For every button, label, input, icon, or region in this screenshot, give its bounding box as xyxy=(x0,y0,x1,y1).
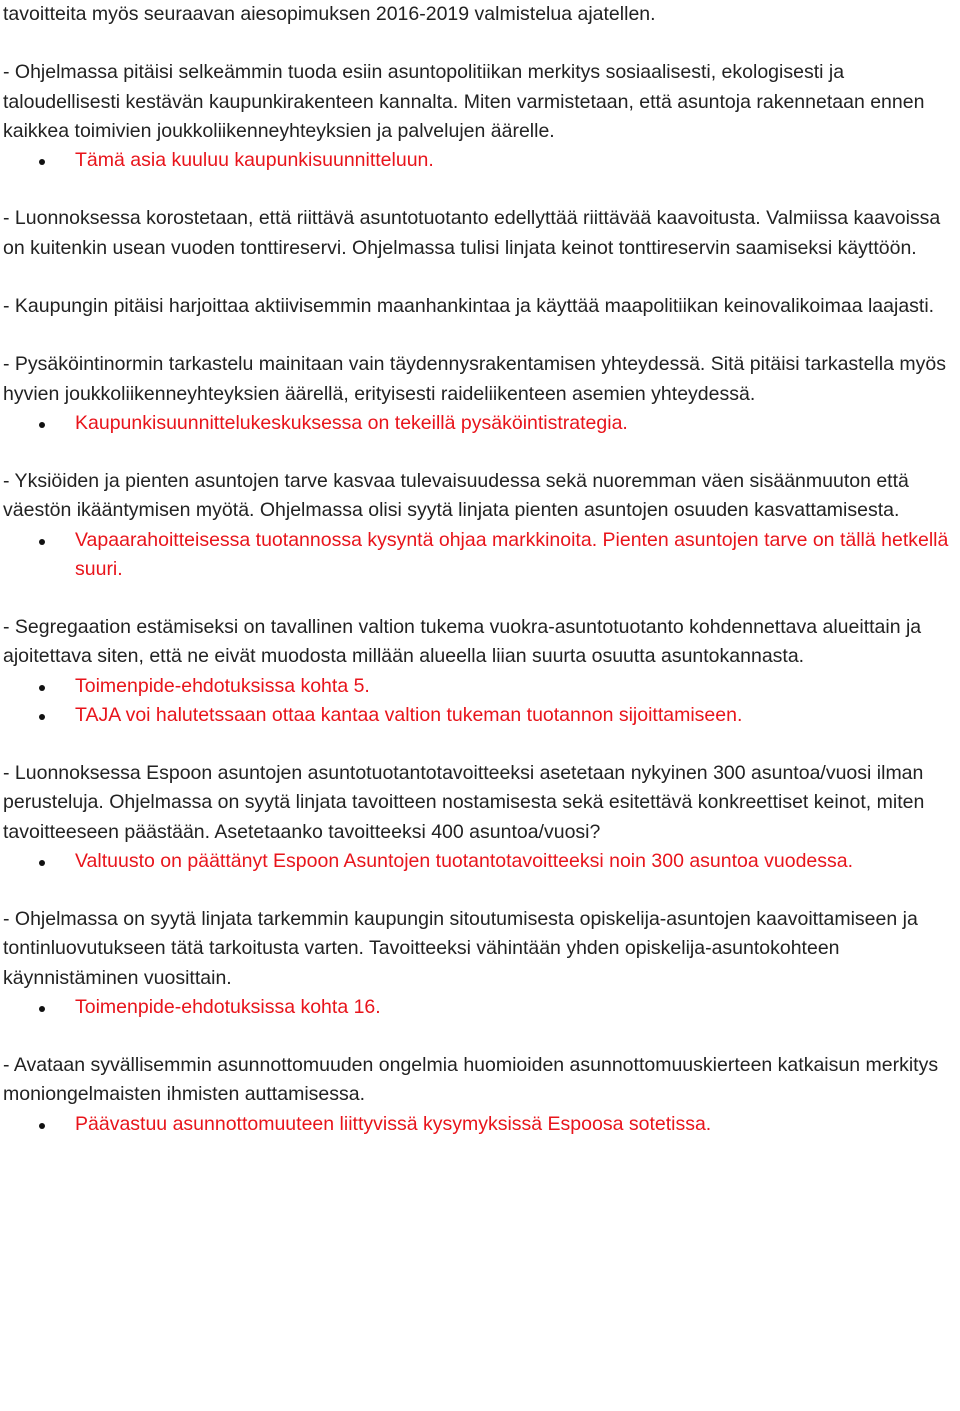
section-asunnottomuus xyxy=(3,1051,960,1139)
response-list xyxy=(3,847,960,876)
section-kaavoitus xyxy=(3,204,960,262)
spacer xyxy=(3,175,960,204)
section-tuotantotavoite xyxy=(3,759,960,876)
section-asuntopolitiikka xyxy=(3,58,960,175)
response-item: Toimenpide-ehdotuksissa kohta 5. xyxy=(3,672,960,701)
section-pienet-asunnot xyxy=(3,467,960,584)
response-item: Tämä asia kuuluu kaupunkisuunnitteluun. xyxy=(3,146,960,175)
paragraph: - Ohjelmassa on syytä linjata tarkemmin kaupungin sitoutumisesta opiskelija-asuntojen kaavoittamiseen ja tontinluovutukseen tätä tarkoitusta varten. Tavoitteeksi vähintään yhden opiskelija-asuntokohteen käynnistäminen vuosittain. xyxy=(3,908,918,989)
spacer xyxy=(3,29,960,58)
paragraph: - Avataan syvällisemmin asunnottomuuden ongelmia huomioiden asunnottomuuskierteen katkaisun merkitys moniongelmaisten ihmisten auttamisessa. xyxy=(3,1054,939,1106)
response-item: Valtuusto on päättänyt Espoon Asuntojen tuotantotavoitteeksi noin 300 asuntoa vuodessa. xyxy=(3,847,960,876)
paragraph: - Yksiöiden ja pienten asuntojen tarve kasvaa tulevaisuudessa sekä nuoremman väen sisäänmuuton että väestön ikääntymisen myötä. Ohjelmassa olisi syytä linjata pienten asuntojen osuuden kasvattamisesta. xyxy=(3,470,909,522)
response-item: TAJA voi halutetssaan ottaa kantaa valtion tukeman tuotannon sijoittamiseen. xyxy=(3,701,960,730)
paragraph: - Luonnoksessa Espoon asuntojen asuntotuotantotavoitteeksi asetetaan nykyinen 300 asuntoa/vuosi ilman perusteluja. Ohjelmassa on syytä linjata tavoitteen nostamisesta sekä esitettävä konkreettiset keinot, miten tavoitteeseen päästään. Asetetaanko tavoitteeksi 400 asuntoa/vuosi? xyxy=(3,762,925,843)
paragraph: - Luonnoksessa korostetaan, että riittävä asuntotuotanto edellyttää riittävää kaavoitusta. Valmiissa kaavoissa on kuitenkin usean vuoden tonttireservi. Ohjelmassa tulisi linjata keinot tonttireservin saamiseksi käyttöön. xyxy=(3,207,941,259)
response-item: Vapaarahoitteisessa tuotannossa kysyntä ohjaa markkinoita. Pienten asuntojen tarve on tällä hetkellä suuri. xyxy=(3,526,960,584)
spacer xyxy=(3,584,960,613)
section-pysakointi xyxy=(3,350,960,438)
spacer xyxy=(3,321,960,350)
response-item: Kaupunkisuunnittelukeskuksessa on tekeillä pysäköintistrategia. xyxy=(3,409,960,438)
response-item: Päävastuu asunnottomuuteen liittyvissä kysymyksissä Espoosa sotetissa. xyxy=(3,1110,960,1139)
section-opiskelija-asunnot xyxy=(3,905,960,1022)
section-segregaatio xyxy=(3,613,960,730)
spacer xyxy=(3,730,960,759)
paragraph: - Segregaation estämiseksi on tavallinen valtion tukema vuokra-asuntotuotanto kohdennettava alueittain ja ajoitettava siten, että ne eivät muodosta millään alueella liian suurta osuutta asuntokannasta. xyxy=(3,616,922,668)
spacer xyxy=(3,1022,960,1051)
section-aiesopimus xyxy=(3,0,960,29)
spacer xyxy=(3,876,960,905)
response-list xyxy=(3,1110,960,1139)
response-list xyxy=(3,146,960,175)
paragraph: tavoitteita myös seuraavan aiesopimuksen 2016-2019 valmistelua ajatellen. xyxy=(3,3,656,25)
spacer xyxy=(3,263,960,292)
response-list xyxy=(3,409,960,438)
response-list xyxy=(3,672,960,730)
paragraph: - Pysäköintinormin tarkastelu mainitaan vain täydennysrakentamisen yhteydessä. Sitä pitäisi tarkastella myös hyvien joukkoliikenneyhteyksien äärellä, erityisesti raideliikenteen asemien yhteydessä. xyxy=(3,353,946,405)
section-maanhankinta xyxy=(3,292,960,321)
response-list xyxy=(3,526,960,584)
paragraph: - Ohjelmassa pitäisi selkeämmin tuoda esiin asuntopolitiikan merkitys sosiaalisesti, ekologisesti ja taloudellisesti kestävän kaupunkirakenteen kannalta. Miten varmistetaan, että asuntoja rakennetaan ennen kaikkea toimivien joukkoliikenneyhteyksien ja palvelujen äärelle. xyxy=(3,61,925,142)
response-list xyxy=(3,993,960,1022)
response-item: Toimenpide-ehdotuksissa kohta 16. xyxy=(3,993,960,1022)
paragraph: - Kaupungin pitäisi harjoittaa aktiivisemmin maanhankintaa ja käyttää maapolitiikan keinovalikoimaa laajasti. xyxy=(3,294,935,317)
spacer xyxy=(3,438,960,467)
